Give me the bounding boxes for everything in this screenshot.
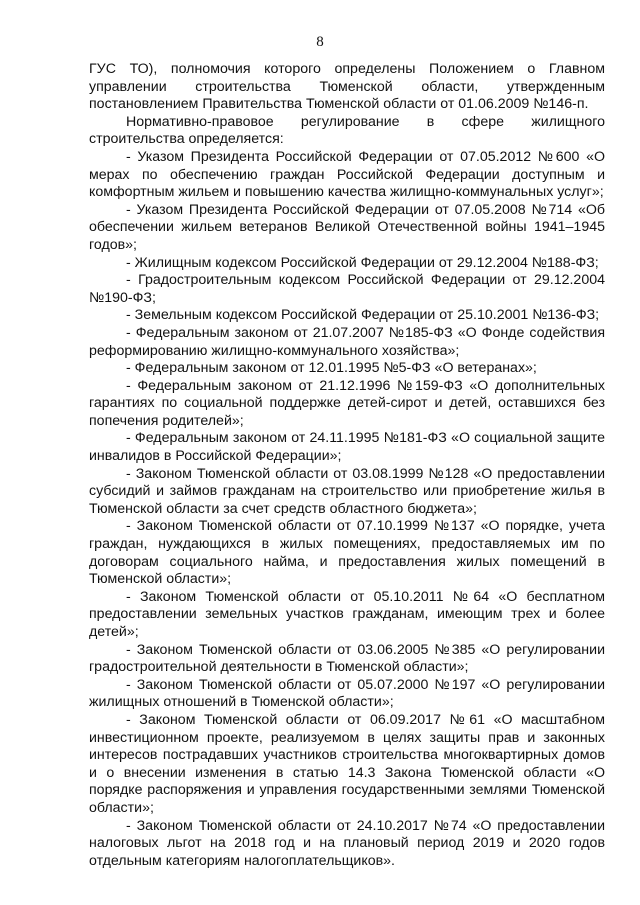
list-item: - Федеральным законом от 21.07.2007 №185-ФЗ «О Фонде содействия реформированию жилищно-коммунального хозяйства»; <box>89 324 605 359</box>
list-item: - Законом Тюменской области от 03.08.1999 №128 «О предоставлении субсидий и займов гражданам на строительство или приобретение жилья в Тюменской области за счет средств областного бюджета»; <box>89 465 605 517</box>
list-item: - Законом Тюменской области от 03.06.2005 №385 «О регулировании градостроительной деятельности в Тюменской области»; <box>89 641 605 676</box>
paragraph-continuation: ГУС ТО), полномочия которого определены Положением о Главном управлении строительства Тюменской области, утвержденным постановлением Правительства Тюменской области от 01.06.2009 №146-п. <box>89 61 605 113</box>
list-item: - Градостроительным кодексом Российской Федерации от 29.12.2004 №190-ФЗ; <box>89 272 605 306</box>
list-item: - Законом Тюменской области от 06.09.2017 №61 «О масштабном инвестиционном проекте, реализуемом в целях защиты прав и законных интересов пострадавших участников строительства многоквартирных домов и о внесении изменения в статью 14.3 Закона Тюменской области «О порядке распоряжения и управления государственными землями Тюменской области»; <box>89 711 605 816</box>
paragraph-intro: Нормативно-правовое регулирование в сфере жилищного строительства определяется: <box>89 113 605 148</box>
list-item: - Федеральным законом от 21.12.1996 №159-ФЗ «О дополнительных гарантиях по социальной поддержке детей-сирот и детей, оставшихся без попечения родителей»; <box>89 377 605 429</box>
list-item: - Законом Тюменской области от 24.10.2017 №74 «О предоставлении налоговых льгот на 2018 год и на плановый период 2019 и 2020 годов отдельным категориям налогоплательщиков». <box>89 817 605 869</box>
page-number: 8 <box>316 34 324 50</box>
list-item: - Законом Тюменской области от 05.07.2000 №197 «О регулировании жилищных отношений в Тюменской области»; <box>89 676 605 711</box>
list-item: - Земельным кодексом Российской Федерации от 25.10.2001 №136-ФЗ; <box>126 307 600 324</box>
document-body <box>89 61 605 870</box>
list-item: - Жилищным кодексом Российской Федерации от 29.12.2004 №188-ФЗ; <box>126 254 599 271</box>
list-item: - Указом Президента Российской Федерации от 07.05.2008 №714 «Об обеспечении жильем ветеранов Великой Отечественной войны 1941–1945 годов»; <box>89 201 605 253</box>
list-item: - Федеральным законом от 24.11.1995 №181-ФЗ «О социальной защите инвалидов в Российской Федерации»; <box>89 430 605 465</box>
list-item: - Указом Президента Российской Федерации от 07.05.2012 №600 «О мерах по обеспечению граждан Российской Федерации доступным и комфортным жильем и повышению качества жилищно-коммунальных услуг»; <box>89 148 605 201</box>
list-item: - Законом Тюменской области от 05.10.2011 №64 «О бесплатном предоставлении земельных участков гражданам, имеющим трех и более детей»; <box>89 588 605 640</box>
list-item: - Федеральным законом от 12.01.1995 №5-ФЗ «О ветеранах»; <box>126 360 537 377</box>
list-item: - Законом Тюменской области от 07.10.1999 №137 «О порядке, учета граждан, нуждающихся в жилых помещениях, предоставляемых им по договорам социального найма, и предоставления жилых помещений в Тюменской области»; <box>89 518 605 588</box>
